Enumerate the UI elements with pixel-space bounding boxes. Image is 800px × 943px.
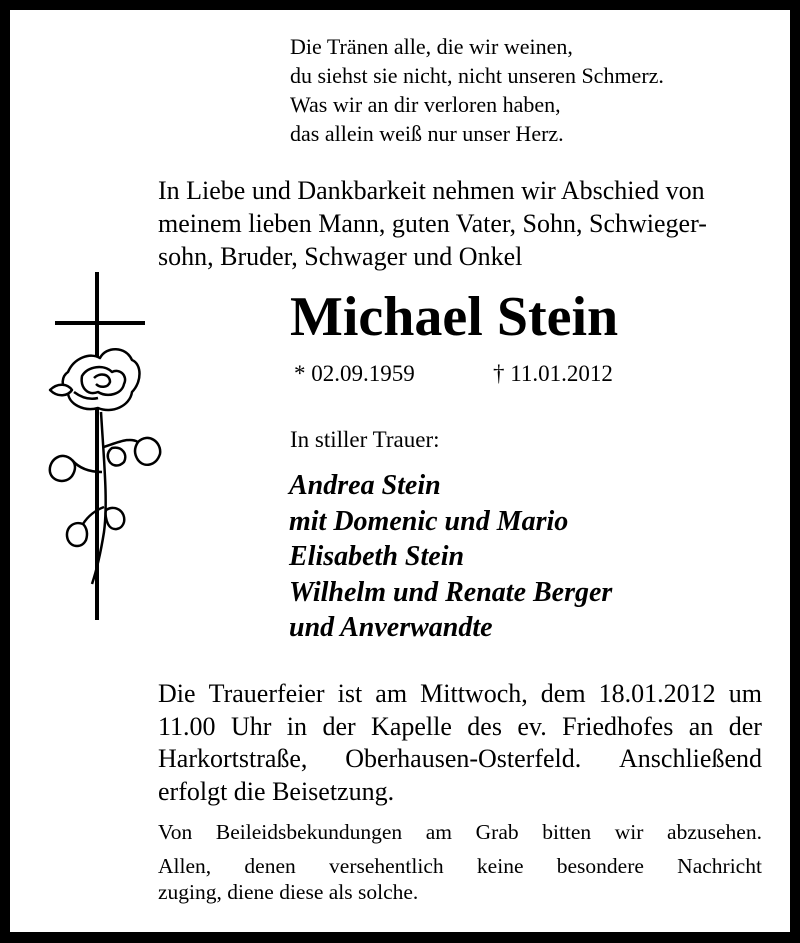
service-line [158, 678, 762, 711]
word: ist [337, 679, 363, 708]
condolence-line [158, 819, 762, 845]
deceased-name: Michael Stein [290, 286, 619, 348]
mourners-list [289, 468, 612, 646]
birth-date: * 02.09.1959 [294, 361, 415, 386]
intro-line: In Liebe und Dankbarkeit nehmen wir Abschied von [158, 176, 705, 205]
obituary-notice [10, 10, 790, 932]
word: der [322, 711, 356, 741]
mourning-label: In stiller Trauer: [290, 427, 440, 452]
poem-line: Was wir an dir verloren haben, [290, 92, 561, 117]
condolence-note [158, 819, 762, 845]
word: dem [540, 679, 586, 708]
service-line [158, 743, 762, 776]
rose-icon [50, 349, 160, 584]
service-line: erfolgt die Beisetzung. [158, 776, 395, 806]
word: in [286, 711, 308, 741]
word: an [688, 711, 714, 741]
word: Friedhofes [562, 711, 674, 741]
intro-text [158, 174, 758, 273]
word: Allen, [158, 854, 212, 878]
word: Oberhausen-Osterfeld. [345, 744, 582, 773]
mourner-line: mit Domenic und Mario [289, 505, 569, 537]
notice-line [158, 853, 762, 879]
mourner-line: und Anverwandte [289, 612, 493, 643]
cross-icon [55, 272, 145, 620]
word: am [425, 820, 453, 844]
word: Von [158, 820, 193, 844]
word: Harkortstraße, [158, 744, 308, 773]
service-line [158, 711, 762, 744]
word: der [728, 711, 762, 741]
word: denen [244, 854, 296, 878]
word: besondere [556, 854, 644, 878]
word: 18.01.2012 [598, 679, 716, 708]
word: versehentlich [329, 854, 444, 878]
word: Kapelle [371, 711, 452, 741]
word: Trauerfeier [208, 679, 325, 708]
word: um [728, 679, 762, 708]
word: Mittwoch, [420, 679, 528, 708]
word: Grab [475, 820, 519, 844]
poem-line: das allein weiß nur unser Herz. [290, 121, 564, 146]
word: Die [158, 679, 196, 708]
word: keine [476, 854, 524, 878]
poem-line: du siehst sie nicht, nicht unseren Schmerz. [290, 63, 664, 88]
poem [290, 32, 664, 148]
word: Anschließend [619, 744, 762, 773]
word: am [375, 679, 408, 708]
service-info [158, 678, 762, 808]
notice-line: zuging, diene diese als solche. [158, 880, 419, 904]
cross-rose-illustration [38, 272, 168, 632]
word: bitten [542, 820, 592, 844]
word: wir [614, 820, 644, 844]
word: Nachricht [677, 854, 762, 878]
intro-line: meinem lieben Mann, guten Vater, Sohn, Schwieger- [158, 209, 707, 238]
poem-line: Die Tränen alle, die wir weinen, [290, 34, 573, 59]
mourner-line: Wilhelm und Renate Berger [289, 576, 613, 608]
mourner-line: Andrea Stein [289, 470, 441, 501]
mourner-line: Elisabeth Stein [289, 541, 465, 572]
intro-line: sohn, Bruder, Schwager und Onkel [158, 242, 523, 271]
word: Uhr [230, 711, 272, 741]
notice-note [158, 853, 762, 905]
word: abzusehen. [667, 820, 762, 844]
death-date: † 11.01.2012 [493, 361, 613, 386]
word: 11.00 [158, 711, 216, 741]
word: Beileidsbekundungen [215, 820, 403, 844]
word: ev. [517, 711, 547, 741]
word: des [467, 711, 502, 741]
